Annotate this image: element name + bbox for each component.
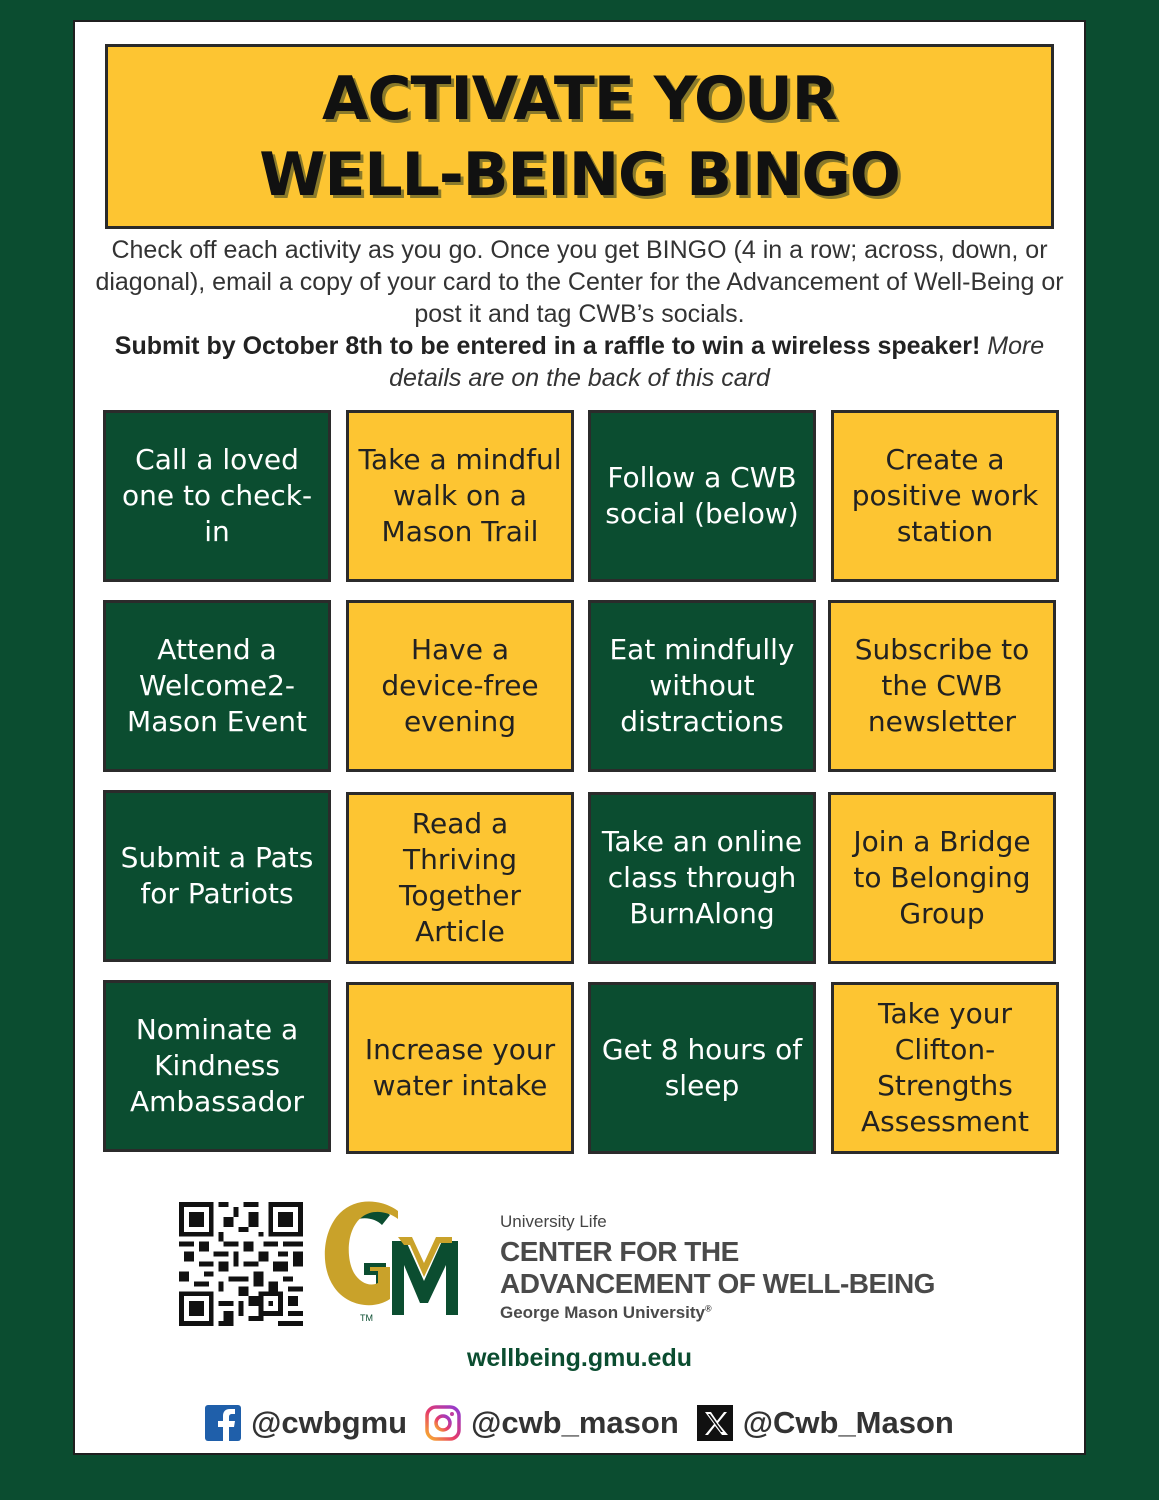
bingo-cell[interactable]: Submit a Pats for Patriots: [103, 790, 331, 962]
bingo-cell[interactable]: Call a loved one to check-in: [103, 410, 331, 582]
bingo-cell[interactable]: Subscribe to the CWB newsletter: [828, 600, 1056, 772]
bingo-cell[interactable]: Follow a CWB social (below): [588, 410, 816, 582]
instructions: [95, 234, 1064, 394]
center-name: [500, 1236, 1020, 1300]
bingo-cell[interactable]: Get 8 hours of sleep: [588, 982, 816, 1154]
title-banner: [105, 44, 1054, 229]
facebook-handle: @cwbgmu: [251, 1405, 408, 1440]
university-name: [500, 1303, 712, 1323]
bingo-cell[interactable]: Have a device-free evening: [346, 600, 574, 772]
bingo-cell[interactable]: Eat mindfully without distractions: [588, 600, 816, 772]
bingo-cell[interactable]: Take your Clifton-Strengths Assessment: [831, 982, 1059, 1154]
bingo-cell[interactable]: Create a positive work station: [831, 410, 1059, 582]
bingo-card: [73, 20, 1086, 1455]
facebook-icon: [205, 1405, 241, 1441]
registered-mark: ®: [705, 1303, 712, 1314]
instagram-handle: @cwb_mason: [471, 1405, 679, 1440]
trademark-symbol: TM: [360, 1313, 373, 1323]
x-handle: @Cwb_Mason: [742, 1405, 954, 1440]
instructions-more-details: More details are on the back of this card: [389, 332, 1045, 392]
center-name-line-1: CENTER FOR THE: [500, 1236, 739, 1267]
bingo-cell[interactable]: Attend a Welcome2-Mason Event: [103, 600, 331, 772]
title-line-1: ACTIVATE YOUR: [322, 63, 837, 134]
title-line-2: WELL-BEING BINGO: [259, 139, 900, 210]
x-link[interactable]: [697, 1405, 954, 1441]
bingo-cell[interactable]: Nominate a Kindness Ambassador: [103, 980, 331, 1152]
website-link[interactable]: wellbeing.gmu.edu: [466, 1344, 692, 1372]
qr-code-icon[interactable]: [179, 1202, 303, 1326]
bingo-cell[interactable]: Take an online class through BurnAlong: [588, 792, 816, 964]
x-icon: [697, 1405, 733, 1441]
university-name-text: George Mason University: [500, 1303, 706, 1322]
social-links: [75, 1405, 1084, 1441]
bingo-cell[interactable]: Increase your water intake: [346, 982, 574, 1154]
center-name-line-2: ADVANCEMENT OF WELL-BEING: [500, 1268, 935, 1299]
bingo-cell[interactable]: Take a mindful walk on a Mason Trail: [346, 410, 574, 582]
instructions-deadline: Submit by October 8th to be entered in a raffle to win a wireless speaker!: [114, 332, 981, 360]
instagram-link[interactable]: [425, 1405, 679, 1441]
bingo-cell[interactable]: Join a Bridge to Belonging Group: [828, 792, 1056, 964]
facebook-link[interactable]: [205, 1405, 407, 1441]
instructions-text: Check off each activity as you go. Once you get BINGO (4 in a row; across, down, or diagonal), email a copy of your card to the Center for the Advancement of Well-Being or post it and tag CWB’s socials.: [95, 236, 1064, 328]
bingo-cell[interactable]: Read a Thriving Together Article: [346, 792, 574, 964]
university-life-label: University Life: [500, 1212, 607, 1231]
instagram-icon: [425, 1405, 461, 1441]
gmu-logo-icon: [320, 1197, 480, 1327]
